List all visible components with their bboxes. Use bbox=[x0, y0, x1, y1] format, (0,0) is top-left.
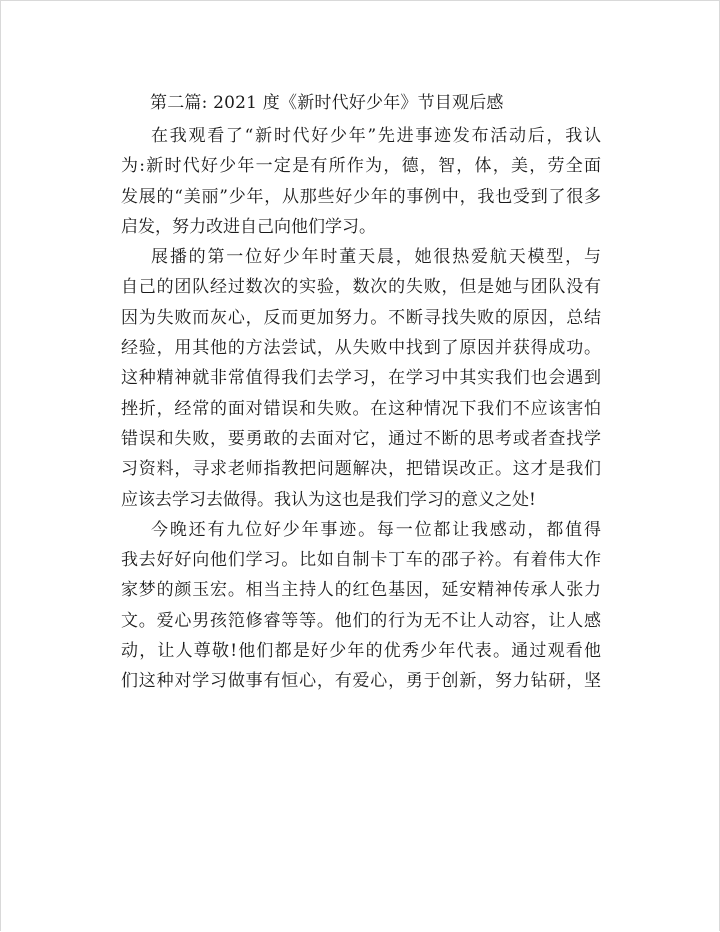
text-line: 我去好好向他们学习。比如自制卡丁车的邵子衿。有着伟大作 bbox=[121, 550, 601, 571]
text-line: 启发，努力改进自己向他们学习。 bbox=[121, 216, 376, 237]
text-line: 发展的“美丽”少年，从那些好少年的事例中，我也受到了很多 bbox=[121, 186, 601, 207]
text-line: 经验，用其他的方法尝试，从失败中找到了原因并获得成功。 bbox=[121, 338, 601, 359]
text-line: 们这种对学习做事有恒心，有爱心，勇于创新，努力钻研，坚 bbox=[121, 671, 601, 692]
text-line: 动，让人尊敬!他们都是好少年的优秀少年代表。通过观看他 bbox=[121, 641, 601, 662]
text-line: 挫折，经常的面对错误和失败。在这种情况下我们不应该害怕 bbox=[121, 398, 601, 419]
paragraph-3 bbox=[121, 515, 601, 697]
text-line: 习资料，寻求老师指教把问题解决，把错误改正。这才是我们 bbox=[121, 459, 601, 480]
text-line: 为:新时代好少年一定是有所作为，德，智，体，美，劳全面 bbox=[121, 156, 601, 177]
document-title: 第二篇: 2021 度《新时代好少年》节目观后感 bbox=[150, 93, 504, 113]
document-body bbox=[121, 91, 601, 697]
text-line: 家梦的颜玉宏。相当主持人的红色基因，延安精神传承人张力 bbox=[121, 580, 601, 601]
text-line: 应该去学习去做得。我认为这也是我们学习的意义之处! bbox=[121, 489, 536, 510]
text-line: 这种精神就非常值得我们去学习，在学习中其实我们也会遇到 bbox=[121, 368, 601, 389]
text-line: 因为失败而灰心，反而更加努力。不断寻找失败的原因，总结 bbox=[121, 307, 601, 328]
text-line: 自己的团队经过数次的实验，数次的失败，但是她与团队没有 bbox=[121, 277, 601, 298]
paragraph-2 bbox=[121, 242, 601, 515]
paragraph-1 bbox=[121, 121, 601, 242]
text-line: 错误和失败，要勇敢的去面对它，通过不断的思考或者查找学 bbox=[121, 428, 601, 449]
text-line: 展播的第一位好少年时董天晨，她很热爱航天模型，与 bbox=[151, 247, 601, 268]
text-line: 今晚还有九位好少年事迹。每一位都让我感动，都值得 bbox=[151, 519, 601, 540]
text-line: 在我观看了“新时代好少年”先进事迹发布活动后，我认 bbox=[151, 126, 601, 146]
text-line: 文。爱心男孩笵修睿等等。他们的行为无不让人动容，让人感 bbox=[121, 610, 601, 631]
